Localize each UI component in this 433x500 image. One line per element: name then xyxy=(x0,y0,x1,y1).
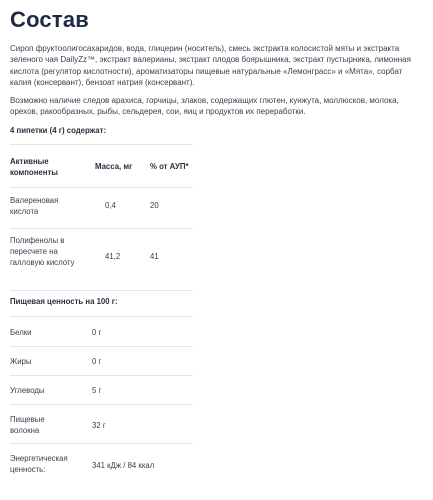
table-divider xyxy=(10,316,193,317)
nutrient-name: Энергетическая ценность: xyxy=(10,454,68,474)
allergens-paragraph: Возможно наличие следов арахиса, горчицы, злаков, содержащих глютен, кунжута, моллюсков, молока, орехов, ракообразных, рыбы, сельдерея, сои, яиц и продуктов их переработки. xyxy=(10,96,399,117)
component-mass: 0,4 xyxy=(105,201,116,210)
nutrient-value: 5 г xyxy=(92,386,102,395)
nutrient-value: 0 г xyxy=(92,328,102,337)
table-divider xyxy=(10,375,193,376)
composition-table-caption: 4 пипетки (4 г) содержат: xyxy=(10,126,107,135)
column-header-percent: % от АУП* xyxy=(150,162,189,171)
component-percent: 41 xyxy=(150,252,159,261)
nutrient-value: 341 кДж / 84 ккал xyxy=(92,461,155,470)
component-name: Валереновая кислота xyxy=(10,196,59,216)
table-divider xyxy=(10,404,193,405)
nutrient-name: Пищевые волокна xyxy=(10,415,45,435)
component-mass: 41,2 xyxy=(105,252,121,261)
column-header-components: Активные компоненты xyxy=(10,157,58,177)
table-divider xyxy=(10,187,193,188)
nutrient-name: Углеводы xyxy=(10,386,45,395)
page-title: Состав xyxy=(10,7,90,32)
table-divider xyxy=(10,290,193,291)
component-name: Полифенолы в пересчете на галловую кислоту xyxy=(10,236,75,267)
table-divider xyxy=(10,346,193,347)
nutrient-value: 0 г xyxy=(92,357,102,366)
column-header-mass: Масса, мг xyxy=(95,162,133,171)
nutrient-value: 32 г xyxy=(92,421,106,430)
component-percent: 20 xyxy=(150,201,159,210)
nutrition-table-caption: Пищевая ценность на 100 г: xyxy=(10,297,118,306)
nutrient-name: Белки xyxy=(10,328,32,337)
table-divider xyxy=(10,228,193,229)
table-divider xyxy=(10,144,193,145)
ingredients-paragraph: Сироп фруктоолигосахаридов, вода, глицерин (носитель), смесь экстракта колосистой мяты и экстракта зеленого чая DailyZz™, экстракт валерианы, экстракт плодов боярышника, экстракт пустырника, лимонная кислота (регулятор кислотности), ароматизаторы пищевые натуральные «Лемонграсс» и «Мята», сорбат калия (консервант), бензоат натрия (консервант). xyxy=(10,44,411,88)
table-divider xyxy=(10,443,193,444)
nutrient-name: Жиры xyxy=(10,357,32,366)
